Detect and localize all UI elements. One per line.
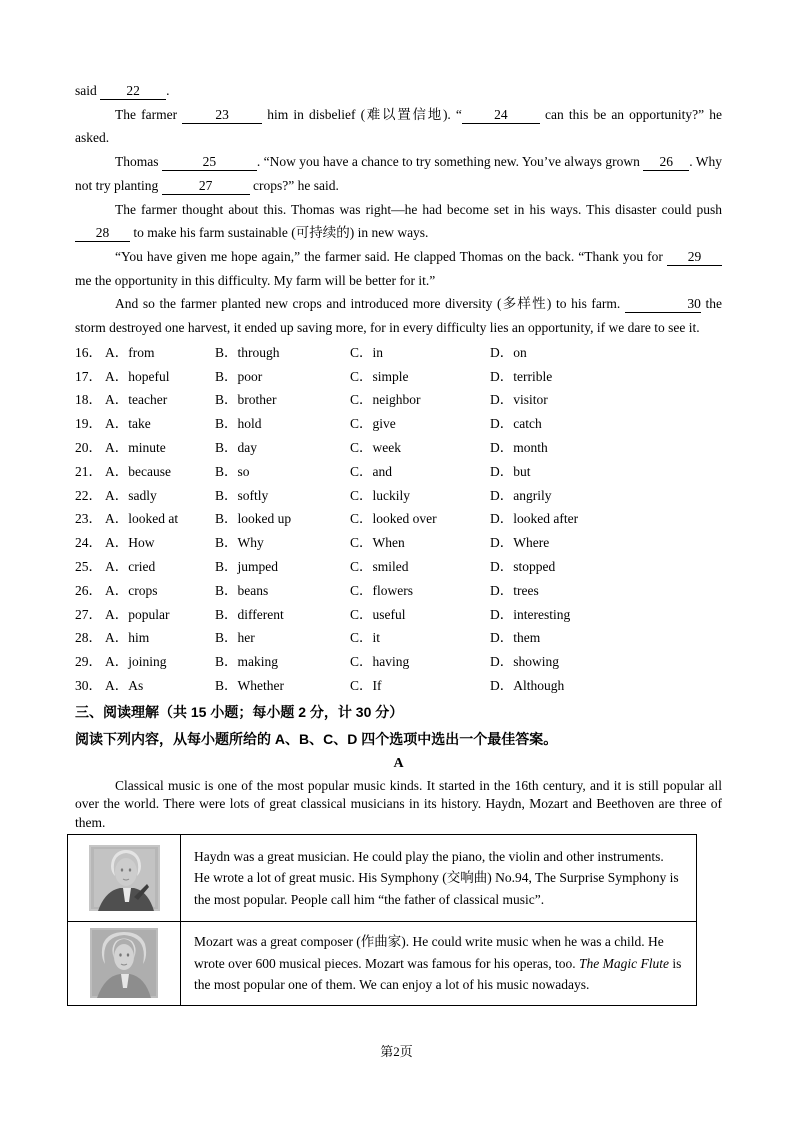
option-b: B．poor <box>215 368 263 384</box>
haydn-description: Haydn was a great musician. He could play the piano, the violin and other instruments. He wrote a lot of great music. His Symphony (交响曲) No.94, The Surprise Symphony is the most popular. People call him “the father of classical music”. <box>181 834 697 921</box>
option-c: C．luckily <box>350 487 410 503</box>
option-a: A．hopeful <box>105 368 170 384</box>
option-a: A．from <box>105 344 155 360</box>
option-a: A．joining <box>105 654 167 670</box>
option-b: B．so <box>215 463 250 479</box>
option-d: D．catch <box>490 416 542 432</box>
option-c: C．simple <box>350 368 409 384</box>
option-a: A．him <box>105 630 150 646</box>
cloze-paragraph: Thomas 25 . “Now you have a chance to try something new. You’ve always grown 26 . Why not try planting 27 crops?” he said. <box>75 154 722 193</box>
question-row-19 <box>75 412 722 436</box>
question-number: 27． <box>75 606 102 622</box>
option-c: C．week <box>350 439 401 455</box>
option-d: D．but <box>490 463 531 479</box>
mozart-portrait-cell <box>68 921 181 1005</box>
option-d: D．terrible <box>490 368 553 384</box>
question-number: 16． <box>75 344 102 360</box>
option-c: C．neighbor <box>350 392 421 408</box>
question-number: 29． <box>75 654 102 670</box>
cloze-blank-25: 25 <box>162 153 257 171</box>
option-a: A．crops <box>105 582 158 598</box>
question-row-18 <box>75 388 722 412</box>
mozart-text-before: Mozart was a great composer (作曲家). He could write music when he was a child. He wrote over 600 musical pieces. Mozart was famous for his operas, too. <box>194 934 664 971</box>
question-row-23 <box>75 507 722 531</box>
table-row-haydn <box>68 834 697 921</box>
option-c: C．useful <box>350 606 406 622</box>
option-b: B．through <box>215 344 280 360</box>
option-a: A．because <box>105 463 171 479</box>
question-number: 20． <box>75 439 102 455</box>
cloze-blank-22: 22 <box>100 82 166 100</box>
option-d: D．showing <box>490 654 560 670</box>
passage-intro: Classical music is one of the most popular music kinds. It started in the 16th century, and it is still popular all over the world. There were lots of great classical musicians in its history. Haydn, Mozart and Beethoven are three of them. <box>75 777 722 830</box>
question-row-24 <box>75 531 722 555</box>
option-c: C．smiled <box>350 558 409 574</box>
option-d: D．stopped <box>490 558 556 574</box>
option-b: B．softly <box>215 487 269 503</box>
cloze-blank-23: 23 <box>182 106 262 124</box>
question-row-30 <box>75 674 722 698</box>
question-row-25 <box>75 555 722 579</box>
option-c: C．looked over <box>350 511 437 527</box>
cloze-paragraph: “You have given me hope again,” the farmer said. He clapped Thomas on the back. “Thank you for 29 me the opportunity in this difficulty. My farm will be better for it.” <box>75 245 722 292</box>
option-b: B．hold <box>215 416 262 432</box>
question-row-26 <box>75 579 722 603</box>
option-b: B．looked up <box>215 511 292 527</box>
page-content <box>75 79 722 1006</box>
question-row-20 <box>75 436 722 460</box>
option-d: D．angrily <box>490 487 552 503</box>
question-row-16 <box>75 341 722 365</box>
mozart-portrait-image <box>90 928 158 998</box>
mozart-text-after: is the most popular one of them. We can enjoy a lot of his music nowadays. <box>194 955 682 993</box>
option-b: B．Whether <box>215 677 284 693</box>
question-number: 30． <box>75 677 102 693</box>
option-b: B．day <box>215 439 257 455</box>
option-c: C．If <box>350 677 382 693</box>
option-a: A．minute <box>105 439 166 455</box>
question-row-27 <box>75 603 722 627</box>
option-d: D．Although <box>490 677 565 693</box>
option-b: B．her <box>215 630 255 646</box>
mozart-description <box>181 921 697 1005</box>
option-b: B．jumped <box>215 558 278 574</box>
question-number: 26． <box>75 582 102 598</box>
cloze-options-list <box>75 341 722 698</box>
option-c: C．flowers <box>350 582 413 598</box>
option-d: D．month <box>490 439 548 455</box>
cloze-blank-27: 27 <box>162 177 250 195</box>
option-b: B．brother <box>215 392 277 408</box>
option-d: D．looked after <box>490 511 579 527</box>
option-a: A．How <box>105 535 155 551</box>
question-number: 21． <box>75 463 102 479</box>
musicians-table <box>67 834 697 1006</box>
option-d: D．Where <box>490 535 550 551</box>
table-row-mozart <box>68 921 697 1005</box>
cloze-blank-24: 24 <box>462 106 540 124</box>
question-row-21 <box>75 460 722 484</box>
option-a: A．sadly <box>105 487 157 503</box>
question-number: 28． <box>75 630 102 646</box>
question-number: 22． <box>75 487 102 503</box>
option-b: B．making <box>215 654 278 670</box>
cloze-paragraph: The farmer 23 him in disbelief (难以置信地). “ 24 can this be an opportunity?” he asked. <box>75 106 722 146</box>
mozart-italic-title: The Magic Flute <box>579 955 670 971</box>
question-number: 25． <box>75 558 102 574</box>
cloze-paragraph: And so the farmer planted new crops and introduced more diversity (多样性) to his farm. 30 the storm destroyed one harvest, it ended up saving more, for in every difficulty lies an opportunity, if we dare to see it. <box>75 296 722 336</box>
question-number: 19． <box>75 416 102 432</box>
option-c: C．having <box>350 654 410 670</box>
question-row-22 <box>75 484 722 508</box>
option-a: A．looked at <box>105 511 179 527</box>
option-d: D．them <box>490 630 541 646</box>
option-b: B．different <box>215 606 284 622</box>
option-a: A．cried <box>105 558 156 574</box>
option-d: D．interesting <box>490 606 571 622</box>
option-d: D．visitor <box>490 392 548 408</box>
option-c: C．and <box>350 463 392 479</box>
question-number: 17． <box>75 368 102 384</box>
question-number: 24． <box>75 535 102 551</box>
section-heading: 三、阅读理解（共 15 小题；每小题 2 分，计 30 分） <box>75 703 404 720</box>
option-a: A．take <box>105 416 151 432</box>
cloze-blank-29: 29 <box>667 248 722 266</box>
option-d: D．trees <box>490 582 539 598</box>
question-number: 18． <box>75 392 102 408</box>
question-row-28 <box>75 626 722 650</box>
haydn-portrait-cell <box>68 834 181 921</box>
passage-label: A <box>393 755 404 771</box>
option-a: A．As <box>105 677 144 693</box>
cloze-paragraph: The farmer thought about this. Thomas was right—he had become set in his ways. This disaster could push 28 to make his farm sustainable (可持续的) in new ways. <box>75 198 722 245</box>
option-a: A．popular <box>105 606 170 622</box>
cloze-blank-30: 30 <box>625 295 701 313</box>
cloze-blank-28: 28 <box>75 224 130 242</box>
option-c: C．it <box>350 630 381 646</box>
question-row-17 <box>75 365 722 389</box>
option-c: C．give <box>350 416 396 432</box>
cloze-blank-26: 26 <box>643 153 689 171</box>
cloze-passage <box>75 79 722 340</box>
option-c: C．in <box>350 344 384 360</box>
haydn-portrait-image <box>89 845 160 911</box>
option-d: D．on <box>490 344 527 360</box>
section-instruction: 阅读下列内容，从每小题所给的 A、B、C、D 四个选项中选出一个最佳答案。 <box>75 730 558 747</box>
option-c: C．When <box>350 535 405 551</box>
cloze-paragraph: said 22 . <box>75 83 170 98</box>
option-b: B．Why <box>215 535 264 551</box>
option-b: B．beans <box>215 582 269 598</box>
question-row-29 <box>75 650 722 674</box>
question-number: 23． <box>75 511 102 527</box>
option-a: A．teacher <box>105 392 168 408</box>
page-number: 第2页 <box>380 1044 413 1059</box>
